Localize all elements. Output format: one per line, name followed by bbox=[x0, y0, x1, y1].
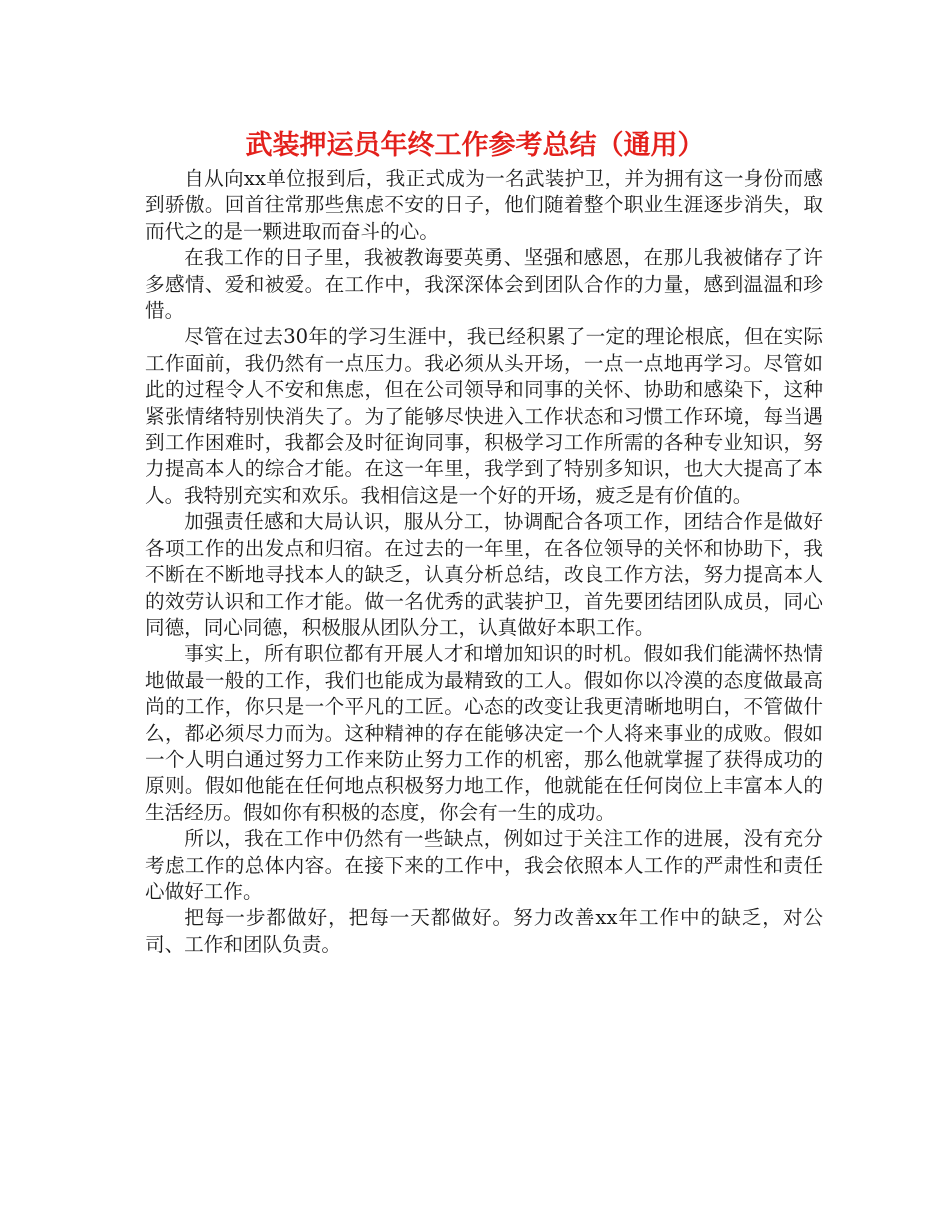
document-title: 武装押运员年终工作参考总结（通用） bbox=[245, 130, 705, 161]
paragraph: 所以，我在工作中仍然有一些缺点，例如过于关注工作的进展，没有充分考虑工作的总体内容。在接下来的工作中，我会依照本人工作的严肃性和责任心做好工作。 bbox=[145, 827, 823, 903]
document-body bbox=[145, 166, 823, 958]
paragraph: 尽管在过去30年的学习生涯中，我已经积累了一定的理论根底，但在实际工作面前，我仍然有一点压力。我必须从头开场，一点一点地再学习。尽管如此的过程令人不安和焦虑，但在公司领导和同事的关怀、协助和感染下，这种紧张情绪特别快消失了。为了能够尽快进入工作状态和习惯工作环境，每当遇到工作困难时，我都会及时征询同事，积极学习工作所需的各种专业知识，努力提高本人的综合才能。在这一年里，我学到了特别多知识，也大大提高了本人。我特别充实和欢乐。我相信这是一个好的开场，疲乏是有价值的。 bbox=[145, 325, 823, 507]
paragraph: 事实上，所有职位都有开展人才和增加知识的时机。假如我们能满怀热情地做最一般的工作，我们也能成为最精致的工人。假如你以冷漠的态度做最高尚的工作，你只是一个平凡的工匠。心态的改变让我更清晰地明白，不管做什么，都必须尽力而为。这种精神的存在能够决定一个人将来事业的成败。假如一个人明白通过努力工作来防止努力工作的机密，那么他就掌握了获得成功的原则。假如他能在任何地点积极努力地工作，他就能在任何岗位上丰富本人的生活经历。假如你有积极的态度，你会有一生的成功。 bbox=[145, 642, 823, 824]
paragraph: 自从向xx单位报到后，我正式成为一名武装护卫，并为拥有这一身份而感到骄傲。回首往常那些焦虑不安的日子，他们随着整个职业生涯逐步消失，取而代之的是一颗进取而奋斗的心。 bbox=[145, 167, 823, 243]
paragraph: 加强责任感和大局认识，服从分工，协调配合各项工作，团结合作是做好各项工作的出发点和归宿。在过去的一年里，在各位领导的关怀和协助下，我不断在不断地寻找本人的缺乏，认真分析总结，改良工作方法，努力提高本人的效劳认识和工作才能。做一名优秀的武装护卫，首先要团结团队成员，同心同德，同心同德，积极服从团队分工，认真做好本职工作。 bbox=[145, 510, 823, 639]
paragraph: 把每一步都做好，把每一天都做好。努力改善xx年工作中的缺乏，对公司、工作和团队负责。 bbox=[145, 906, 823, 956]
paragraph: 在我工作的日子里，我被教诲要英勇、坚强和感恩，在那儿我被储存了许多感情、爱和被爱。在工作中，我深深体会到团队合作的力量，感到温温和珍惜。 bbox=[145, 246, 823, 323]
